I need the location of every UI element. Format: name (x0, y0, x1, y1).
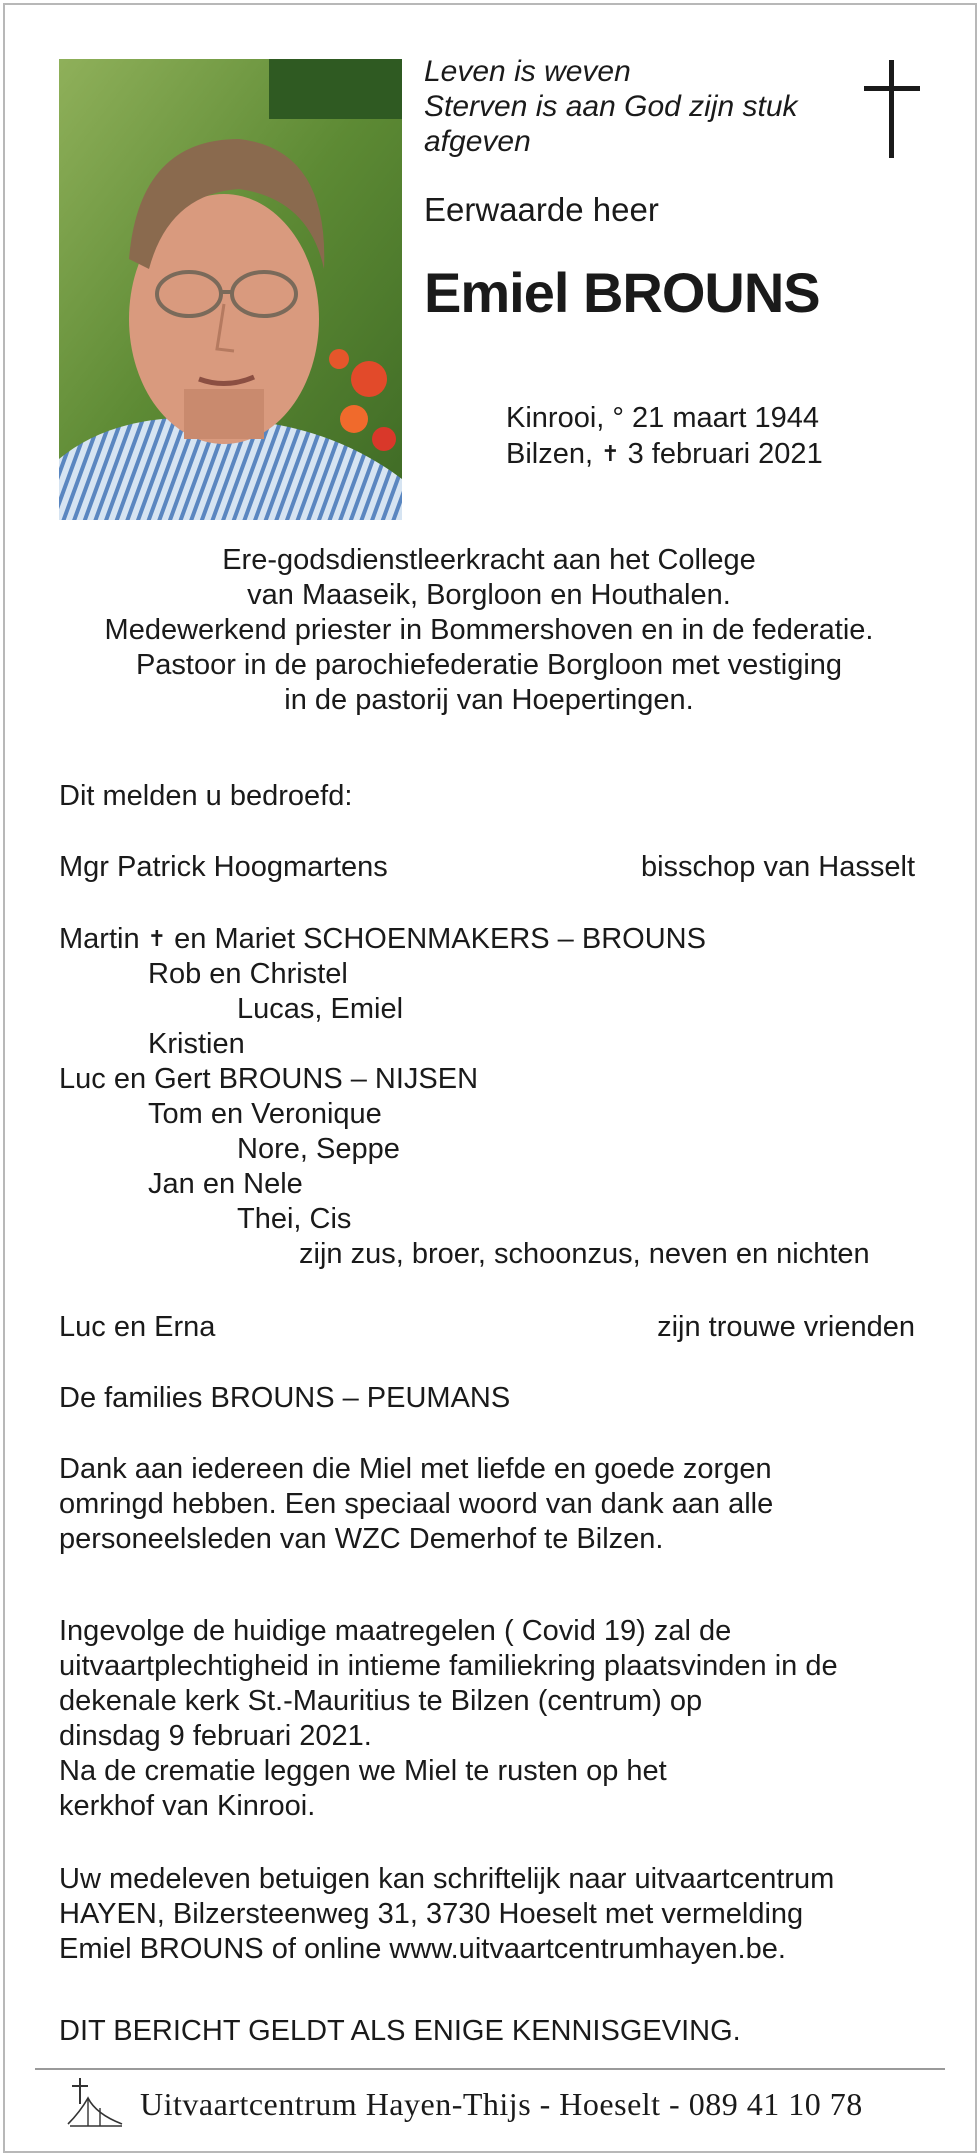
family-line: Tom en Veronique (148, 1098, 382, 1130)
condolences-line: Uw medeleven betuigen kan schriftelijk naar uitvaartcentrum (59, 1863, 835, 1895)
family-line: Nore, Seppe (237, 1133, 400, 1165)
thanks-paragraph (59, 1452, 773, 1557)
family-line: Jan en Nele (148, 1168, 303, 1200)
notice-line: DIT BERICHT GELDT ALS ENIGE KENNISGEVING. (59, 2015, 741, 2047)
portrait-photo (59, 59, 402, 520)
family-line: Rob en Christel (148, 958, 348, 990)
friends-role: zijn trouwe vrienden (657, 1311, 915, 1343)
funeral-home-logo-icon (66, 2074, 124, 2135)
family-line: Thei, Cis (237, 1203, 352, 1235)
funeral-line: uitvaartplechtigheid in intieme familiekring plaatsvinden in de (59, 1650, 838, 1682)
role-line: Pastoor in de parochiefederatie Borgloon met vestiging (135, 649, 843, 681)
roles-list (59, 543, 919, 718)
condolences-line: HAYEN, Bilzersteenweg 31, 3730 Hoeselt met vermelding (59, 1898, 804, 1930)
condolences-paragraph (59, 1862, 834, 1967)
funeral-paragraph (59, 1614, 838, 1824)
funeral-line: Na de crematie leggen we Miel te rusten op het (59, 1755, 667, 1787)
family-line (59, 921, 870, 957)
family-name: Martin (59, 923, 140, 955)
quote-line: Leven is weven (424, 55, 631, 88)
family-line: Kristien (148, 1028, 245, 1060)
funeral-line: dinsdag 9 februari 2021. (59, 1720, 372, 1752)
role-line: van Maaseik, Borgloon en Houthalen. (247, 579, 731, 611)
death-line (506, 436, 823, 472)
footer-contact: Uitvaartcentrum Hayen-Thijs - Hoeselt - 089 41 10 78 (140, 2086, 863, 2122)
birth-line: Kinrooi, ° 21 maart 1944 (506, 402, 820, 434)
announcement: Dit melden u bedroefd: (59, 780, 353, 812)
family-name: en Mariet SCHOENMAKERS – BROUNS (174, 923, 706, 955)
life-dates (506, 400, 823, 472)
death-date: 3 februari 2021 (627, 438, 823, 470)
thanks-line: omringd hebben. Een speciaal woord van dank aan alle (59, 1488, 774, 1520)
deceased-name: Emiel BROUNS (424, 261, 820, 324)
funeral-line: Ingevolge de huidige maatregelen ( Covid 19) zal de (59, 1615, 732, 1647)
friends-name: Luc en Erna (59, 1311, 216, 1343)
memorial-quote (424, 54, 844, 159)
dagger-cross-icon: ✝ (147, 926, 167, 951)
funeral-line: dekenale kerk St.-Mauritius te Bilzen (centrum) op (59, 1685, 703, 1717)
dagger-cross-icon: ✝ (601, 441, 620, 466)
family-line: Luc en Gert BROUNS – NIJSEN (59, 1063, 479, 1095)
relatives-line: zijn zus, broer, schoonzus, neven en nichten (299, 1238, 870, 1270)
families-line: De families BROUNS – PEUMANS (59, 1382, 511, 1414)
thanks-line: Dank aan iedereen die Miel met liefde en goede zorgen (59, 1453, 772, 1485)
role-line: in de pastorij van Hoepertingen. (284, 684, 694, 716)
family-list (59, 921, 870, 1272)
family-line: Lucas, Emiel (237, 993, 404, 1025)
footer-divider (35, 2068, 945, 2070)
bishop-name: Mgr Patrick Hoogmartens (59, 851, 388, 883)
condolences-line: Emiel BROUNS of online www.uitvaartcentrumhayen.be. (59, 1933, 786, 1965)
quote-line: afgeven (424, 125, 531, 158)
latin-cross-icon (864, 60, 920, 163)
quote-line: Sterven is aan God zijn stuk (424, 90, 798, 123)
funeral-line: kerkhof van Kinrooi. (59, 1790, 316, 1822)
honorific-title: Eerwaarde heer (424, 191, 659, 228)
thanks-line: personeelsleden van WZC Demerhof te Bilzen. (59, 1523, 664, 1555)
role-line: Medewerkend priester in Bommershoven en in de federatie. (104, 614, 874, 646)
death-place: Bilzen, (506, 438, 594, 470)
role-line: Ere-godsdienstleerkracht aan het College (222, 544, 756, 576)
bishop-role: bisschop van Hasselt (640, 851, 915, 883)
